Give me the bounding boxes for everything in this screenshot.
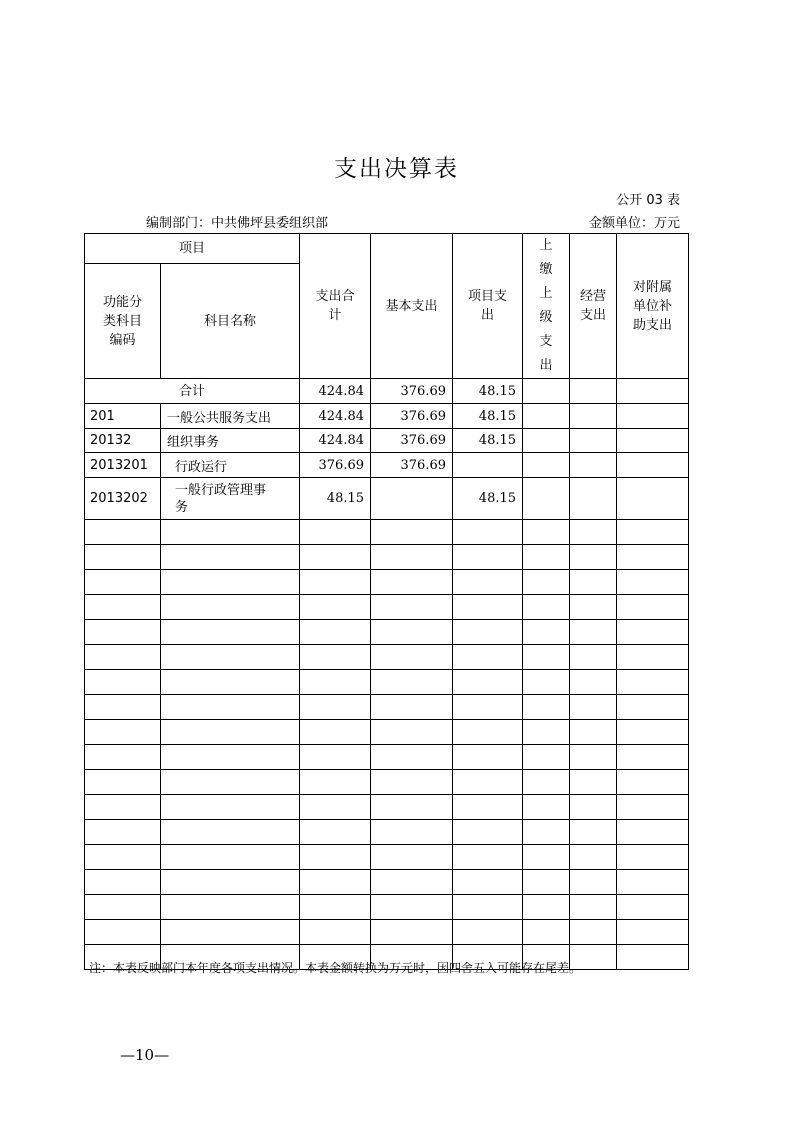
row-code: 2013201 [85, 453, 161, 478]
empty-cell [570, 820, 617, 845]
header-row-1 [85, 234, 689, 264]
empty-cell [161, 895, 300, 920]
empty-cell [300, 795, 371, 820]
empty-cell [85, 695, 161, 720]
empty-cell [161, 845, 300, 870]
row-name: 一般公共服务支出 [161, 404, 300, 429]
empty-cell [371, 920, 453, 945]
empty-cell [523, 920, 570, 945]
empty-cell [570, 695, 617, 720]
empty-cell [371, 620, 453, 645]
empty-cell [453, 670, 523, 695]
empty-cell [617, 770, 689, 795]
empty-cell [161, 920, 300, 945]
empty-cell [161, 695, 300, 720]
empty-cell [570, 545, 617, 570]
row-name: 行政运行 [161, 453, 300, 478]
empty-row [85, 545, 689, 570]
row-business [570, 478, 617, 520]
empty-cell [85, 520, 161, 545]
empty-cell [85, 645, 161, 670]
empty-cell [617, 520, 689, 545]
empty-cell [617, 570, 689, 595]
expenditure-table [84, 233, 689, 970]
empty-cell [371, 895, 453, 920]
total-label: 合计 [85, 379, 300, 404]
header-code: 功能分类科目编码 [85, 264, 161, 379]
empty-cell [523, 545, 570, 570]
empty-row [85, 820, 689, 845]
empty-cell [161, 570, 300, 595]
header-item: 项目 [85, 234, 300, 264]
empty-cell [617, 870, 689, 895]
table-row [85, 429, 689, 453]
empty-row [85, 720, 689, 745]
empty-cell [617, 720, 689, 745]
empty-row [85, 795, 689, 820]
empty-cell [300, 645, 371, 670]
empty-row [85, 870, 689, 895]
empty-cell [300, 545, 371, 570]
empty-cell [300, 520, 371, 545]
empty-cell [161, 620, 300, 645]
form-number: 公开 03 表 [616, 193, 680, 208]
empty-cell [371, 870, 453, 895]
empty-cell [161, 720, 300, 745]
empty-cell [300, 670, 371, 695]
empty-cell [300, 720, 371, 745]
empty-row [85, 520, 689, 545]
row-business [570, 404, 617, 429]
row-upper [523, 453, 570, 478]
empty-cell [85, 745, 161, 770]
empty-cell [371, 670, 453, 695]
empty-cell [453, 845, 523, 870]
row-total: 48.15 [300, 478, 371, 520]
empty-cell [570, 595, 617, 620]
header-upper: 上缴上级支出 [523, 234, 570, 379]
empty-cell [453, 520, 523, 545]
empty-cell [570, 720, 617, 745]
header-name: 科目名称 [161, 264, 300, 379]
empty-cell [161, 645, 300, 670]
empty-row [85, 595, 689, 620]
total-project: 48.15 [453, 379, 523, 404]
header-subsidiary: 对附属单位补助支出 [617, 234, 689, 379]
empty-row [85, 620, 689, 645]
empty-row [85, 695, 689, 720]
row-upper [523, 429, 570, 453]
empty-cell [300, 770, 371, 795]
empty-row [85, 570, 689, 595]
empty-row [85, 770, 689, 795]
empty-cell [453, 620, 523, 645]
empty-cell [371, 720, 453, 745]
empty-cell [371, 795, 453, 820]
empty-row [85, 745, 689, 770]
table-row [85, 478, 689, 520]
row-basic: 376.69 [371, 404, 453, 429]
empty-cell [570, 795, 617, 820]
empty-cell [300, 570, 371, 595]
empty-cell [300, 820, 371, 845]
empty-cell [523, 520, 570, 545]
empty-cell [570, 770, 617, 795]
empty-cell [371, 770, 453, 795]
empty-cell [453, 720, 523, 745]
empty-cell [453, 820, 523, 845]
empty-cell [371, 745, 453, 770]
empty-cell [300, 695, 371, 720]
row-project [453, 453, 523, 478]
total-business [570, 379, 617, 404]
row-business [570, 453, 617, 478]
empty-cell [300, 745, 371, 770]
empty-row [85, 670, 689, 695]
row-total: 424.84 [300, 429, 371, 453]
total-basic: 376.69 [371, 379, 453, 404]
total-row [85, 379, 689, 404]
empty-cell [453, 695, 523, 720]
empty-cell [523, 645, 570, 670]
row-code: 201 [85, 404, 161, 429]
row-business [570, 429, 617, 453]
empty-cell [570, 620, 617, 645]
empty-cell [617, 595, 689, 620]
empty-cell [371, 845, 453, 870]
empty-cell [300, 895, 371, 920]
empty-cell [85, 845, 161, 870]
row-code: 20132 [85, 429, 161, 453]
header-business: 经营支出 [570, 234, 617, 379]
empty-cell [453, 870, 523, 895]
empty-cell [523, 670, 570, 695]
table-note: 注：本表反映部门本年度各项支出情况。本表金额转换为万元时，因四舍五入可能存在尾差。 [89, 961, 582, 975]
empty-cell [85, 820, 161, 845]
empty-cell [453, 795, 523, 820]
empty-cell [300, 920, 371, 945]
empty-cell [617, 620, 689, 645]
empty-cell [523, 895, 570, 920]
empty-cell [523, 570, 570, 595]
empty-cell [617, 670, 689, 695]
row-subsidiary [617, 429, 689, 453]
row-upper [523, 478, 570, 520]
empty-cell [617, 695, 689, 720]
empty-cell [570, 570, 617, 595]
empty-cell [523, 745, 570, 770]
empty-cell [161, 870, 300, 895]
table-row [85, 453, 689, 478]
empty-cell [371, 595, 453, 620]
row-upper [523, 404, 570, 429]
total-total: 424.84 [300, 379, 371, 404]
empty-cell [453, 770, 523, 795]
header-project: 项目支出 [453, 234, 523, 379]
empty-cell [523, 870, 570, 895]
empty-cell [570, 520, 617, 545]
empty-cell [617, 545, 689, 570]
empty-cell [523, 795, 570, 820]
amount-unit: 金额单位：万元 [588, 216, 680, 231]
table-row [85, 404, 689, 429]
empty-cell [617, 820, 689, 845]
page-title: 支出决算表 [334, 156, 459, 182]
empty-cell [371, 695, 453, 720]
row-basic: 376.69 [371, 453, 453, 478]
empty-cell [570, 895, 617, 920]
empty-row [85, 920, 689, 945]
empty-cell [570, 670, 617, 695]
empty-cell [161, 595, 300, 620]
empty-cell [371, 820, 453, 845]
empty-cell [523, 820, 570, 845]
empty-cell [85, 595, 161, 620]
empty-cell [453, 920, 523, 945]
empty-cell [161, 795, 300, 820]
empty-cell [570, 920, 617, 945]
empty-cell [300, 595, 371, 620]
row-name: 组织事务 [161, 429, 300, 453]
empty-cell [161, 670, 300, 695]
empty-cell [453, 595, 523, 620]
row-basic: 376.69 [371, 429, 453, 453]
empty-cell [85, 795, 161, 820]
empty-cell [453, 545, 523, 570]
row-basic [371, 478, 453, 520]
empty-cell [161, 820, 300, 845]
total-upper [523, 379, 570, 404]
empty-cell [85, 570, 161, 595]
empty-cell [617, 745, 689, 770]
row-subsidiary [617, 404, 689, 429]
empty-cell [371, 520, 453, 545]
empty-cell [85, 545, 161, 570]
empty-cell [523, 720, 570, 745]
empty-cell [161, 745, 300, 770]
row-name: 一般行政管理事务 [161, 478, 300, 520]
row-project: 48.15 [453, 429, 523, 453]
row-total: 424.84 [300, 404, 371, 429]
row-subsidiary [617, 478, 689, 520]
empty-cell [523, 595, 570, 620]
row-code: 2013202 [85, 478, 161, 520]
empty-cell [161, 770, 300, 795]
empty-cell [570, 745, 617, 770]
empty-cell [617, 845, 689, 870]
empty-cell [85, 620, 161, 645]
total-subsidiary [617, 379, 689, 404]
empty-cell [617, 795, 689, 820]
empty-cell [453, 895, 523, 920]
compiling-department: 编制部门：中共佛坪县委组织部 [146, 216, 329, 231]
empty-cell [453, 745, 523, 770]
empty-cell [85, 920, 161, 945]
empty-cell [371, 545, 453, 570]
empty-cell [570, 845, 617, 870]
empty-cell [85, 720, 161, 745]
empty-cell [161, 545, 300, 570]
empty-cell [523, 695, 570, 720]
empty-row [85, 845, 689, 870]
empty-cell [371, 570, 453, 595]
empty-cell [300, 845, 371, 870]
empty-cell [85, 870, 161, 895]
page-number: —10— [120, 1046, 170, 1064]
row-total: 376.69 [300, 453, 371, 478]
empty-cell [161, 520, 300, 545]
empty-row [85, 895, 689, 920]
empty-cell [85, 670, 161, 695]
empty-cell [523, 845, 570, 870]
empty-cell [617, 895, 689, 920]
empty-cell [523, 620, 570, 645]
empty-cell [300, 620, 371, 645]
empty-cell [570, 870, 617, 895]
empty-cell [300, 870, 371, 895]
empty-rows [85, 520, 689, 970]
row-subsidiary [617, 453, 689, 478]
header-basic: 基本支出 [371, 234, 453, 379]
empty-cell [85, 770, 161, 795]
empty-cell [453, 645, 523, 670]
empty-cell [617, 920, 689, 945]
empty-cell [453, 570, 523, 595]
empty-row [85, 645, 689, 670]
header-total: 支出合计 [300, 234, 371, 379]
empty-cell [523, 770, 570, 795]
empty-cell [371, 645, 453, 670]
row-project: 48.15 [453, 404, 523, 429]
empty-cell [85, 895, 161, 920]
row-project: 48.15 [453, 478, 523, 520]
empty-cell [617, 945, 689, 970]
empty-cell [570, 645, 617, 670]
empty-cell [617, 645, 689, 670]
